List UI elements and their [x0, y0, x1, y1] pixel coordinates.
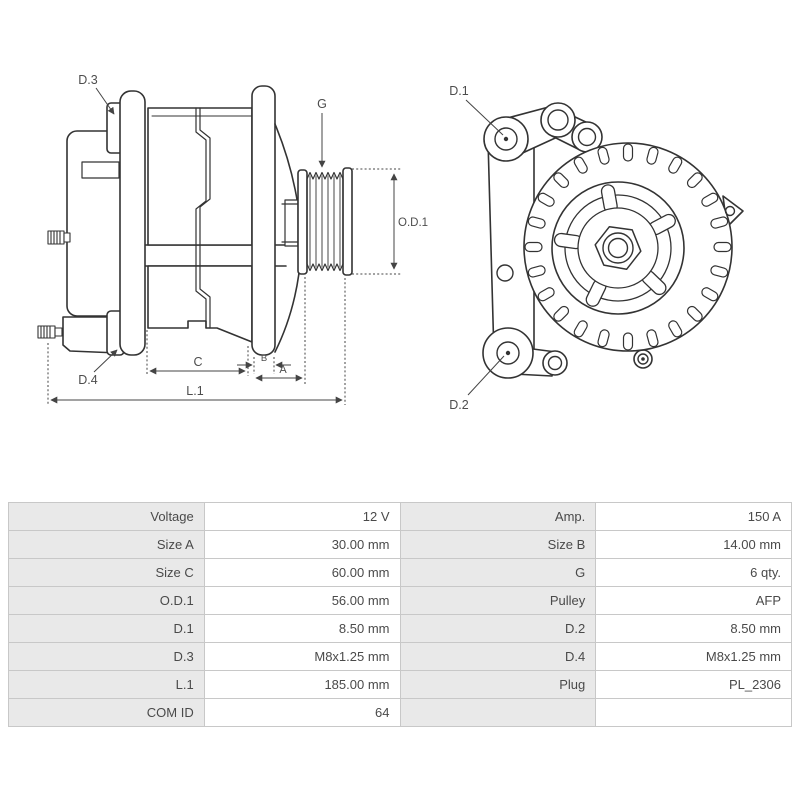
- table-row: [9, 671, 792, 699]
- spec-value-cell: 64: [204, 699, 400, 727]
- front-view-line-art: [483, 103, 743, 378]
- rear-bracket-pillar: [120, 91, 145, 355]
- spec-value-cell: 150 A: [596, 503, 792, 531]
- pulley-front: [552, 182, 684, 314]
- spec-value-cell: 6 qty.: [596, 559, 792, 587]
- dimension-label-d4: D.4: [78, 373, 98, 387]
- spec-value-cell: 12 V: [204, 503, 400, 531]
- table-row: [9, 699, 792, 727]
- spec-value-cell: 30.00 mm: [204, 531, 400, 559]
- table-row: [9, 559, 792, 587]
- specification-table: [8, 502, 792, 727]
- dimension-label-d3: D.3: [78, 73, 98, 87]
- alternator-front-view-diagram: [430, 60, 770, 432]
- spec-label-cell: O.D.1: [9, 587, 205, 615]
- spec-value-cell: PL_2306: [596, 671, 792, 699]
- spec-label-cell: Size A: [9, 531, 205, 559]
- dimension-label-od1: O.D.1: [398, 217, 429, 229]
- alternator-side-view-diagram: [30, 58, 440, 420]
- d1-leader-line: [466, 100, 503, 135]
- spec-label-cell: L.1: [9, 671, 205, 699]
- dimension-label-d1: D.1: [449, 84, 469, 98]
- spec-table: [8, 502, 792, 727]
- spec-value-cell: 60.00 mm: [204, 559, 400, 587]
- d3-leader-line: [96, 88, 114, 114]
- spec-label-cell: Pulley: [400, 587, 596, 615]
- spec-label-cell: COM ID: [9, 699, 205, 727]
- spec-label-cell: G: [400, 559, 596, 587]
- dimension-label-l1: L.1: [186, 384, 204, 398]
- table-row: [9, 503, 792, 531]
- hole-d2-center-dot: [506, 351, 510, 355]
- dimension-label-b: B: [260, 353, 268, 364]
- table-row: [9, 643, 792, 671]
- pulley-side: [298, 168, 352, 275]
- spec-value-cell: 8.50 mm: [204, 615, 400, 643]
- spec-label-cell: D.3: [9, 643, 205, 671]
- spec-label-cell: D.4: [400, 643, 596, 671]
- spec-label-cell: Size B: [400, 531, 596, 559]
- d4-leader-line: [94, 350, 117, 372]
- spec-label-cell: Size C: [9, 559, 205, 587]
- spec-value-cell: 185.00 mm: [204, 671, 400, 699]
- table-row: [9, 615, 792, 643]
- spec-label-cell: D.2: [400, 615, 596, 643]
- dimension-label-g: G: [317, 97, 327, 111]
- front-bracket-pillar: [252, 86, 275, 355]
- spec-value-cell: 56.00 mm: [204, 587, 400, 615]
- spec-label-cell: Plug: [400, 671, 596, 699]
- table-row: [9, 531, 792, 559]
- dimension-label-d2: D.2: [449, 398, 469, 412]
- spec-label-cell: D.1: [9, 615, 205, 643]
- side-view-line-art: [38, 86, 352, 355]
- table-row: [9, 587, 792, 615]
- hole-d1-center-dot: [504, 137, 508, 141]
- spec-value-cell: 8.50 mm: [596, 615, 792, 643]
- dimension-label-c: C: [193, 355, 203, 369]
- spec-label-cell: Amp.: [400, 503, 596, 531]
- spec-value-cell: M8x1.25 mm: [204, 643, 400, 671]
- spec-value-cell: AFP: [596, 587, 792, 615]
- spec-value-cell: [596, 699, 792, 727]
- spec-value-cell: M8x1.25 mm: [596, 643, 792, 671]
- front-view-labels: [449, 84, 469, 412]
- spec-label-cell: Voltage: [9, 503, 205, 531]
- dimension-label-a: A: [279, 364, 287, 376]
- spec-label-cell: [400, 699, 596, 727]
- spec-value-cell: 14.00 mm: [596, 531, 792, 559]
